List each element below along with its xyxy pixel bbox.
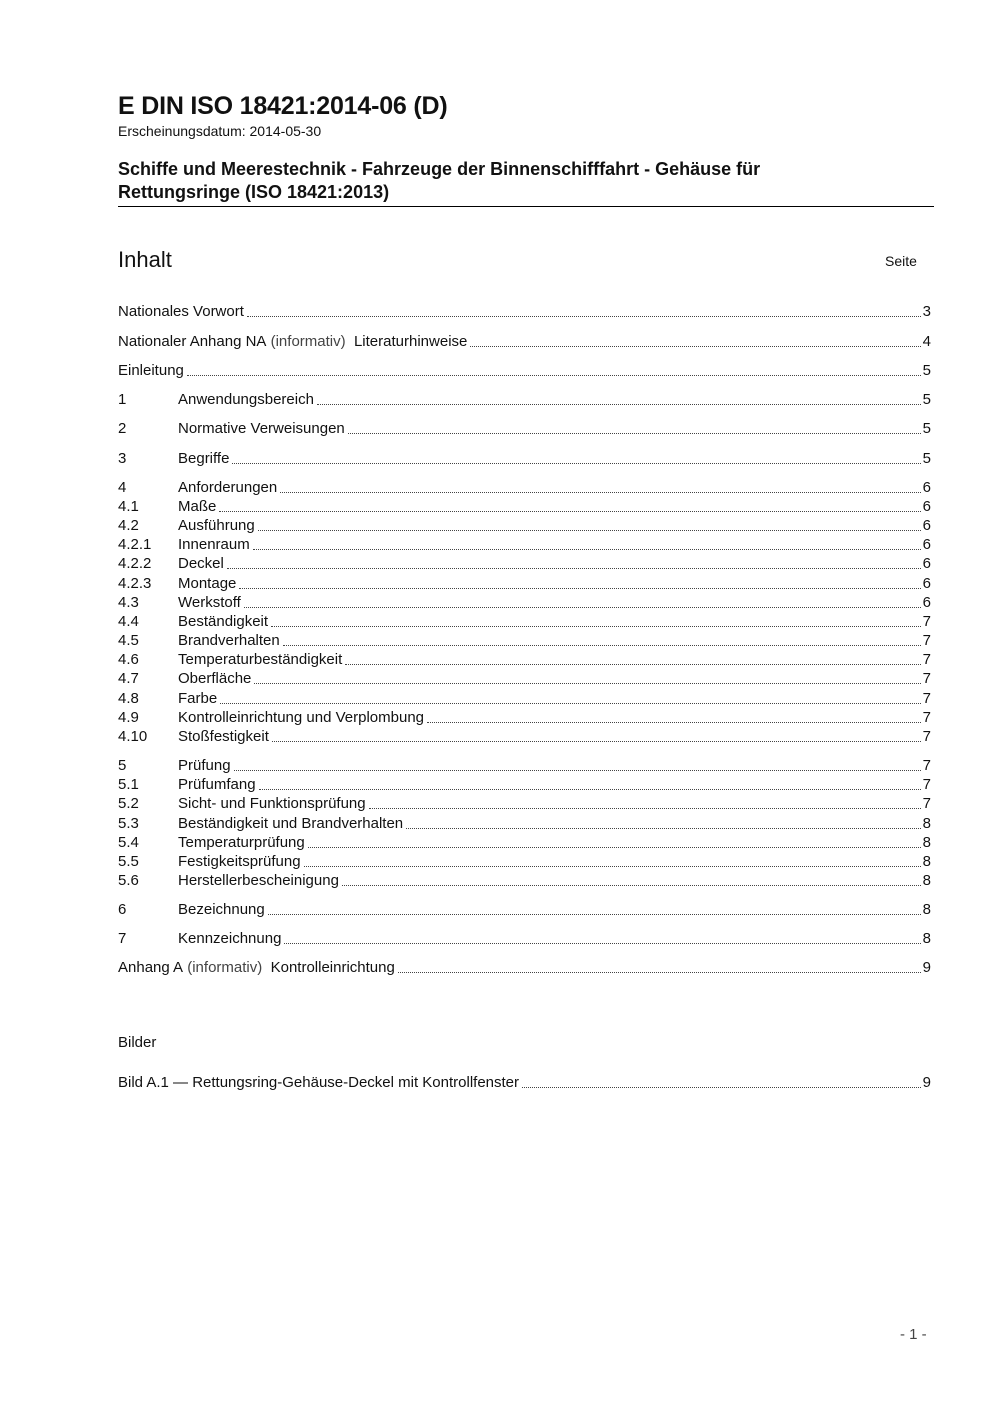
dot-leader [522,1087,921,1088]
toc-heading: Inhalt [118,247,172,272]
toc-entry-label: Anhang A [118,959,184,976]
toc-entry-label: Nationaler Anhang NA [118,333,267,350]
toc-entry-number: 5.4 [118,834,139,851]
toc-entry-number: 4.2 [118,517,139,534]
toc-entry-page: 5 [922,420,931,437]
toc-entry-label: Sicht- und Funktionsprüfung [178,795,366,812]
toc-entry-label: Kennzeichnung [178,930,282,947]
toc-entry-number: 4.7 [118,670,139,687]
toc-entry-label: Innenraum [178,536,250,553]
toc-entry-number: 4.4 [118,613,139,630]
toc-entry-label: Farbe [178,690,218,707]
toc-entry-page: 8 [922,872,931,889]
toc-entry-page: 6 [922,479,931,496]
toc-entry-number: 2 [118,420,127,437]
figures-heading: Bilder [118,1034,157,1051]
toc-entry-page: 9 [922,959,931,976]
toc-entry-number: 4.2.1 [118,536,152,553]
toc-entry-label: Anforderungen [178,479,278,496]
toc-entry-page: 7 [922,728,931,745]
toc-entry-page: 6 [922,498,931,515]
toc-entry-page: 5 [922,362,931,379]
toc-entry-page: 5 [922,391,931,408]
toc-entry-number: 4.6 [118,651,139,668]
figures-list [118,0,931,1403]
document-title: Schiffe und Meerestechnik - Fahrzeuge der Binnenschifffahrt - Gehäuse für Rettungsringe (ISO 18421:2013) [118,159,761,202]
toc-entry-page: 8 [922,901,931,918]
toc-entry-label: Prüfung [178,757,231,774]
publication-date: Erscheinungsdatum: 2014-05-30 [118,123,322,139]
toc-entry-page: 7 [922,690,931,707]
toc-entry-page: 8 [922,930,931,947]
toc-entry-number: 7 [118,930,127,947]
toc-entry-page: 7 [922,670,931,687]
toc-entry-label: Bild A.1 — Rettungsring-Gehäuse-Deckel mit Kontrollfenster [118,1074,520,1091]
toc-entry-label: Oberfläche [178,670,252,687]
toc-entry-label: Deckel [178,555,224,572]
toc-entry-subtitle: Kontrolleinrichtung [270,959,395,976]
toc-entry-page: 7 [922,776,931,793]
toc-entry-number: 5.5 [118,853,139,870]
toc-entry-note: (informativ) [187,959,263,976]
toc-entry-subtitle: Literaturhinweise [353,333,468,350]
toc-entry-label: Temperaturbeständigkeit [178,651,343,668]
toc-entry-page: 3 [922,303,931,320]
toc-entry-label: Herstellerbescheinigung [178,872,339,889]
toc-entry-label: Temperaturprüfung [178,834,305,851]
toc-entry-number: 4.1 [118,498,139,515]
toc-entry-page: 5 [922,450,931,467]
toc-entry-page: 4 [922,333,931,350]
toc-entry-label: Einleitung [118,362,184,379]
toc-entry-label: Bezeichnung [178,901,265,918]
toc-entry-page: 9 [922,1074,931,1091]
document-id: E DIN ISO 18421:2014-06 (D) [118,92,448,120]
toc-entry-page: 6 [922,517,931,534]
toc-entry-label: Anwendungsbereich [178,391,314,408]
toc-entry-page: 7 [922,757,931,774]
toc-entry-label: Festigkeitsprüfung [178,853,301,870]
toc-entry-page: 7 [922,795,931,812]
toc-entry-number: 4.2.3 [118,575,152,592]
toc-entry-label: Maße [178,498,217,515]
toc-entry-label: Stoßfestigkeit [178,728,269,745]
toc-entry-number: 5.3 [118,815,139,832]
page-number: - 1 - [900,1326,927,1343]
figure-entry[interactable] [118,1073,931,1092]
toc-entry-page: 8 [922,834,931,851]
toc-entry-page: 7 [922,632,931,649]
toc-entry-page: 6 [922,555,931,572]
toc-entry-number: 1 [118,391,127,408]
toc-entry-number: 5.6 [118,872,139,889]
toc-entry-label: Nationales Vorwort [118,303,244,320]
toc-entry-number: 4.10 [118,728,148,745]
toc-entry-page: 6 [922,536,931,553]
toc-entry-label: Prüfumfang [178,776,256,793]
toc-entry-number: 3 [118,450,127,467]
toc-entry-page: 7 [922,709,931,726]
toc-entry-number: 4.5 [118,632,139,649]
toc-entry-label: Normative Verweisungen [178,420,345,437]
toc-entry-page: 7 [922,613,931,630]
toc-entry-page: 6 [922,575,931,592]
toc-entry-number: 5.1 [118,776,139,793]
toc-entry-page: 6 [922,594,931,611]
toc-entry-page: 7 [922,651,931,668]
toc-entry-number: 4.3 [118,594,139,611]
toc-entry-note: (informativ) [270,333,346,350]
toc-entry-label: Brandverhalten [178,632,280,649]
toc-entry-label: Werkstoff [178,594,241,611]
toc-entry-number: 5 [118,757,127,774]
toc-entry-label: Beständigkeit und Brandverhalten [178,815,404,832]
toc-entry-label: Kontrolleinrichtung und Verplombung [178,709,424,726]
toc-entry-page: 8 [922,853,931,870]
toc-entry-number: 4.8 [118,690,139,707]
toc-entry-number: 5.2 [118,795,139,812]
toc-entry-label: Ausführung [178,517,255,534]
toc-entry-number: 6 [118,901,127,918]
toc-entry-label: Beständigkeit [178,613,269,630]
toc-page-column-heading: Seite [885,253,917,269]
toc-entry-label: Begriffe [178,450,230,467]
toc-entry-number: 4.9 [118,709,139,726]
toc-entry-label: Montage [178,575,237,592]
toc-entry-number: 4.2.2 [118,555,152,572]
toc-entry-number: 4 [118,479,127,496]
toc-entry-page: 8 [922,815,931,832]
